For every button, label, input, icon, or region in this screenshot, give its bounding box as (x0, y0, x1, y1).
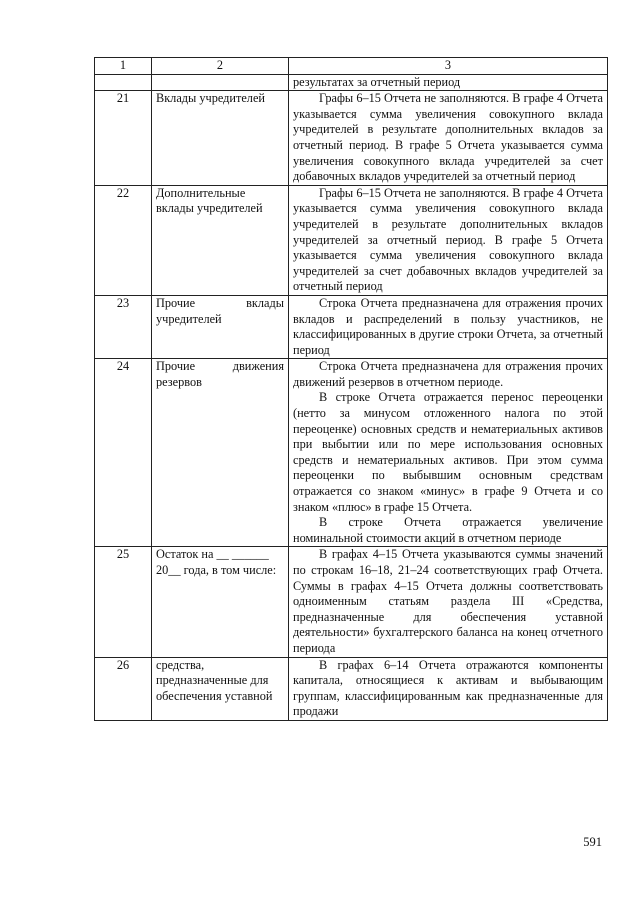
row-name: Прочие вклады учредителей (156, 295, 284, 326)
row-name: Дополнительные вклады учредителей (152, 185, 289, 295)
row-name: Остаток на __ ______ 20__ года, в том числе: (152, 547, 289, 657)
row-description: В графах 4–15 Отчета указываются суммы значений по строкам 16–18, 21–24 соответствующих граф Отчета. Суммы в графах 4–15 Отчета должны соответствовать одноименным статьям раздела III «Средства, предназначенные для обеспечения уставной деятельности» бухгалтерского баланса на конец отчетного периода (293, 547, 603, 655)
table-row (95, 547, 608, 657)
row-number: 25 (95, 547, 152, 657)
row-name: Вклады учредителей (152, 91, 289, 186)
row-description-paragraph-3: В строке Отчета отражается увеличение номинальной стоимости акций в отчетном периоде (293, 515, 603, 545)
row-number: 21 (95, 91, 152, 186)
column-number-1: 1 (95, 58, 152, 75)
table-row (95, 185, 608, 295)
row-description: В графах 6–14 Отчета отражаются компоненты капитала, относящиеся к активам и выбывающим группам, классифицированным как предназначенные для продажи (293, 657, 603, 719)
row-description-paragraph-2: В строке Отчета отражается перенос переоценки (нетто за минусом отложенного налога по этой переоценке) основных средств и нематериальных активов при выбытии или по мере использования основных средств и нематериальных активов. При этом сумма переоценки по выбывшим основным средствам отражается со знаком «минус» в графе 9 Отчета и со знаком «плюс» в графе 15 Отчета. (293, 390, 603, 514)
row-name: средства, предназначенные для обеспечения уставной (152, 657, 289, 720)
table-row-continuation (95, 74, 608, 91)
table-row (95, 657, 608, 720)
row-description: Графы 6–15 Отчета не заполняются. В графе 4 Отчета указывается сумма увеличения совокупного вклада учредителей в результате дополнительных вкладов учредителей за отчетный период. В графе 5 Отчета указывается сумма увеличения совокупного вклада учредителей за счет добавочных вкладов учредителей за отчетный период (293, 185, 603, 294)
row-number: 26 (95, 657, 152, 720)
column-number-2: 2 (152, 58, 289, 75)
column-number-3: 3 (289, 58, 608, 75)
row-description: Строка Отчета предназначена для отражения прочих движений резервов в отчетном периоде. (293, 359, 603, 389)
row-name: Прочие движения резервов (156, 359, 284, 389)
page-number: 591 (583, 835, 602, 849)
table-row (95, 91, 608, 186)
instructions-table (94, 57, 608, 721)
row-description: Графы 6–15 Отчета не заполняются. В графе 4 Отчета указывается сумма увеличения совокупного вклада учредителей в результате дополнительных вкладов за отчетный период. В графе 5 Отчета указывается сумма увеличения совокупного вклада учредителей за счет добавочных вкладов учредителей за отчетный период (293, 91, 603, 184)
row-number: 24 (95, 359, 152, 547)
table-row (95, 359, 608, 547)
table-header-row (95, 58, 608, 75)
continuation-text: результатах за отчетный период (289, 74, 608, 91)
row-number: 22 (95, 185, 152, 295)
row-description: Строка Отчета предназначена для отражения прочих вкладов и распределений в пользу участников, не классифицированных в другие строки Отчета, за отчетный период (293, 295, 603, 357)
row-number: 23 (95, 295, 152, 358)
table-row (95, 295, 608, 358)
